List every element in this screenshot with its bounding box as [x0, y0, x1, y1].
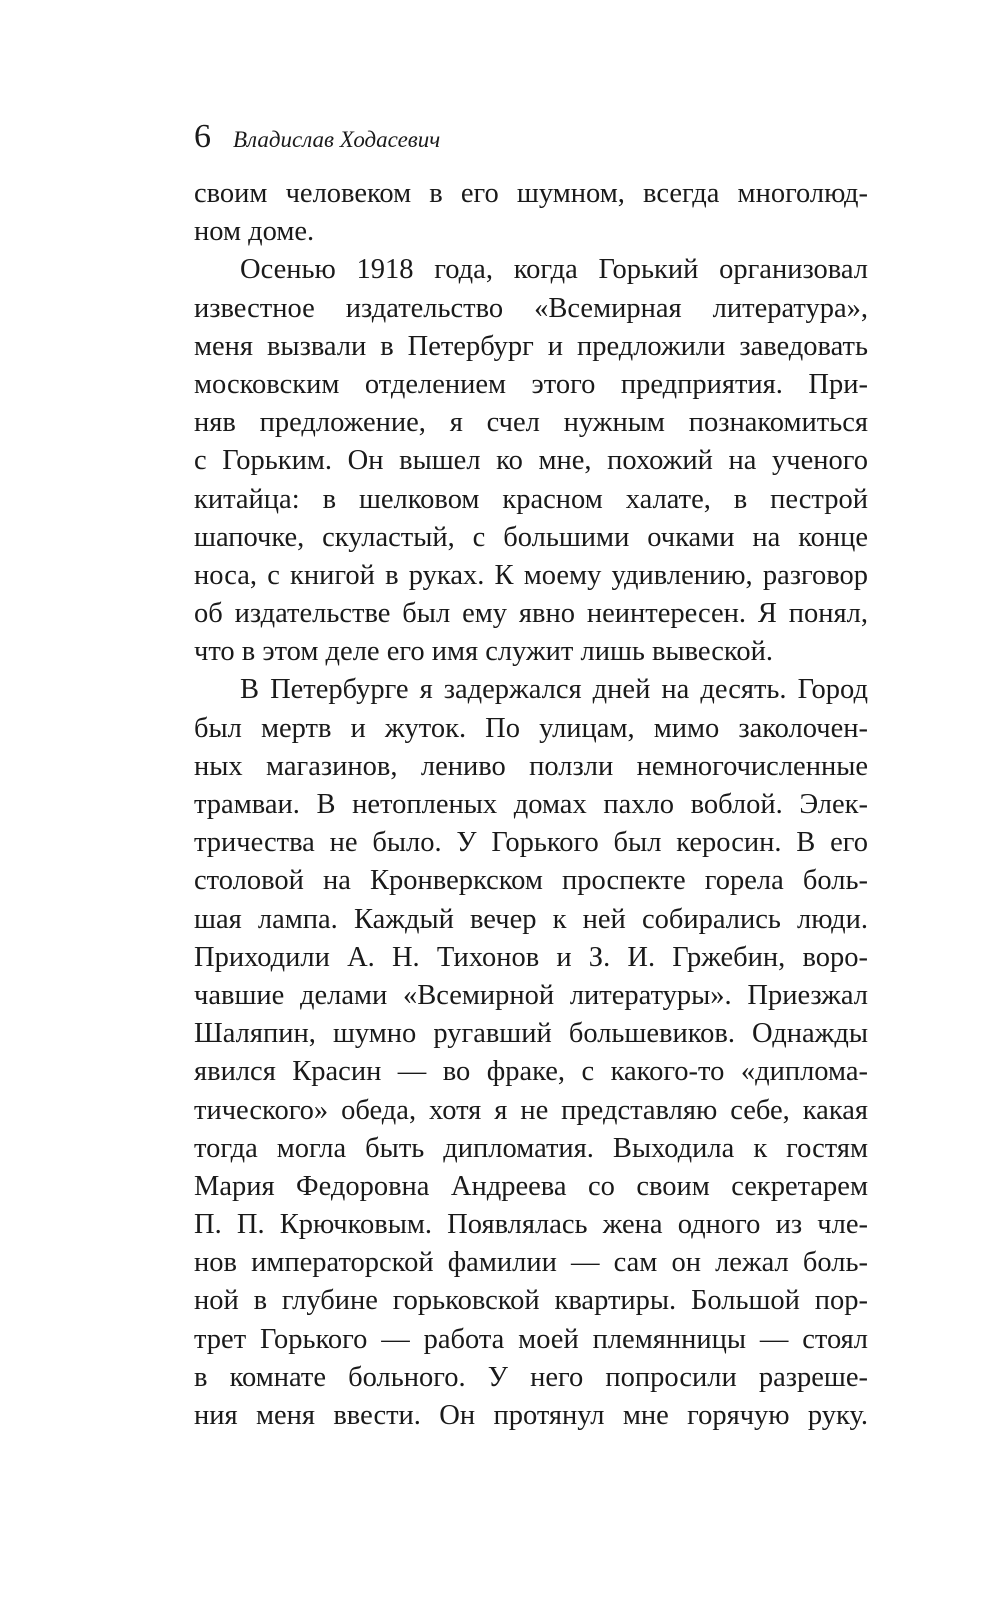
text-line: об издательстве был ему явно неинтересен. Я понял,	[194, 598, 868, 630]
text-line: китайца: в шелковом красном халате, в пестрой	[194, 483, 868, 515]
text-line: был мертв и жуток. По улицам, мимо заколочен-	[194, 712, 868, 744]
text-line: известное издательство «Всемирная литература»,	[194, 292, 868, 324]
text-line: своим человеком в его шумном, всегда многолюд-	[194, 178, 868, 209]
text-line: Шаляпин, шумно ругавший большевиков. Однажды	[194, 1018, 868, 1050]
text-line: тического» обеда, хотя я не представляю себе, какая	[194, 1094, 868, 1126]
text-line: явился Красин — во фраке, с какого-то «диплома-	[194, 1056, 868, 1088]
text-line: трамваи. В нетопленых домах пахло воблой. Элек-	[194, 789, 868, 820]
text-line: Осенью 1918 года, когда Горький организовал	[240, 254, 868, 286]
text-line: трет Горького — работа моей племянницы — стоял	[194, 1323, 868, 1355]
text-line: столовой на Кронверкском проспекте горела боль-	[194, 865, 868, 897]
text-line: носа, с книгой в руках. К моему удивлению, разговор	[194, 559, 868, 591]
text-line: Приходили А. Н. Тихонов и З. И. Гржебин, воро-	[194, 941, 868, 973]
text-line: шапочке, скуластый, с большими очками на конце	[194, 521, 868, 553]
text-line: ном доме.	[194, 216, 315, 248]
text-line: меня вызвали в Петербург и предложили заведовать	[194, 330, 868, 362]
text-line: в комнате больного. У него попросили разреше-	[194, 1361, 868, 1393]
author-name: Владислав Ходасевич	[233, 127, 441, 152]
text-line: няв предложение, я счел нужным познакомиться	[194, 407, 868, 439]
text-line: нов императорской фамилии — сам он лежал боль-	[194, 1247, 868, 1279]
text-line: П. П. Крючковым. Появлялась жена одного из чле-	[194, 1209, 868, 1241]
text-line: что в этом деле его имя служит лишь вывеской.	[194, 636, 773, 668]
text-line: В Петербурге я задержался дней на десять. Город	[240, 674, 868, 706]
text-line: с Горьким. Он вышел ко мне, похожий на ученого	[194, 445, 868, 477]
text-line: тогда могла быть дипломатия. Выходила к гостям	[194, 1132, 868, 1164]
text-line: чавшие делами «Всемирной литературы». Приезжал	[194, 979, 868, 1011]
text-line: тричества не было. У Горького был керосин. В его	[194, 827, 868, 859]
text-line: Мария Федоровна Андреева со своим секретарем	[194, 1170, 868, 1202]
page-number: 6	[194, 118, 211, 155]
text-line: ной в глубине горьковской квартиры. Большой пор-	[194, 1285, 868, 1317]
text-line: ния меня ввести. Он протянул мне горячую руку.	[194, 1400, 868, 1431]
text-line: ных магазинов, лениво ползли немногочисленные	[194, 750, 868, 782]
text-line: шая лампа. Каждый вечер к ней собирались люди.	[194, 903, 868, 935]
running-head	[194, 112, 440, 162]
body-text	[194, 175, 868, 1435]
text-line: московским отделением этого предприятия. При-	[194, 368, 868, 400]
